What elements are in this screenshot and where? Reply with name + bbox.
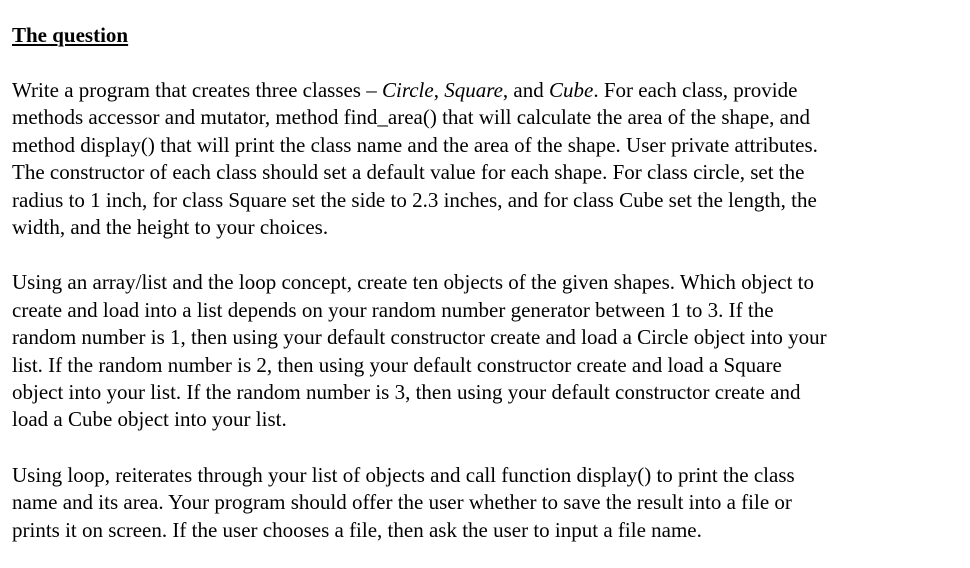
text-segment: The constructor of each class should set a default value for each shape. For class circle, set the	[12, 160, 805, 185]
text-segment: list. If the random number is 2, then using your default constructor create and load a Square	[12, 352, 782, 377]
question-heading: The question	[12, 23, 129, 47]
class-name-italic: Circle	[381, 78, 434, 102]
text-line	[12, 352, 962, 379]
text-segment: load a Cube object into your list.	[12, 407, 287, 432]
text-line	[12, 104, 962, 131]
text-line	[12, 406, 962, 433]
text-line	[12, 297, 962, 324]
text-segment: radius to 1 inch, for class Square set the side to 2.3 inches, and for class Cube set the length, the	[12, 187, 817, 212]
text-segment: methods accessor and mutator, method find_area() that will calculate the area of the shape, and	[12, 105, 810, 130]
paragraph-object-creation	[12, 269, 962, 433]
text-line	[12, 517, 962, 544]
text-line	[12, 214, 962, 241]
text-line	[12, 77, 962, 104]
paragraph-class-requirements	[12, 77, 962, 241]
paragraph-display-output	[12, 462, 962, 544]
class-name-italic: Cube	[549, 78, 594, 102]
text-line	[12, 462, 962, 489]
text-line	[12, 324, 962, 351]
text-segment: Write a program that creates three classes –	[12, 78, 382, 102]
text-line	[12, 379, 962, 406]
text-segment: method display() that will print the class name and the area of the shape. User private attributes.	[12, 132, 818, 157]
document-body	[12, 20, 962, 544]
text-segment: prints it on screen. If the user chooses a file, then ask the user to input a file name.	[12, 517, 702, 542]
text-line	[12, 187, 962, 214]
text-segment: Using an array/list and the loop concept, create ten objects of the given shapes. Which object to	[12, 270, 815, 295]
text-segment: name and its area. Your program should offer the user whether to save the result into a file or	[12, 490, 792, 515]
text-segment: random number is 1, then using your default constructor create and load a Circle object into your	[12, 325, 827, 350]
text-segment: ,	[433, 78, 445, 102]
text-line	[12, 132, 962, 159]
text-line	[12, 489, 962, 516]
text-line	[12, 159, 962, 186]
text-line	[12, 269, 962, 296]
text-segment: width, and the height to your choices.	[12, 215, 329, 240]
text-segment: . For each class, provide	[593, 78, 798, 102]
text-segment: Using loop, reiterates through your list of objects and call function display() to print the class	[12, 462, 795, 487]
text-segment: , and	[502, 78, 549, 102]
class-name-italic: Square	[444, 78, 503, 102]
text-segment: create and load into a list depends on your random number generator between 1 to 3. If the	[12, 297, 774, 322]
text-segment: object into your list. If the random number is 3, then using your default constructor create and	[12, 380, 801, 405]
